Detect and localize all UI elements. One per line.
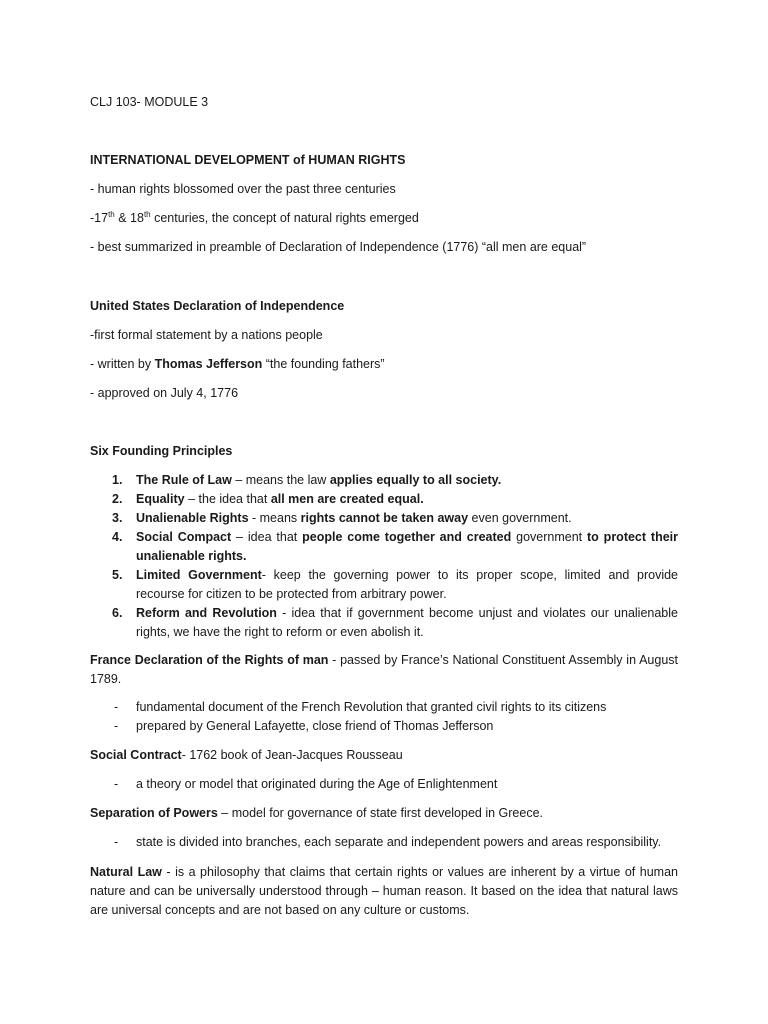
- france-bullets: [90, 698, 678, 736]
- list-item: - fundamental document of the French Revolution that granted civil rights to its citizens: [114, 700, 607, 714]
- principle-item: 6. Reform and Revolution - idea that if government become unjust and violates our unalienable rights, we have the right to reform or even abolish it.: [112, 606, 678, 639]
- principle-item: 2. Equality – the idea that all men are created equal.: [112, 492, 424, 506]
- social-contract-paragraph: Social Contract- 1762 book of Jean-Jacques Rousseau: [90, 748, 403, 762]
- list-item: - prepared by General Lafayette, close friend of Thomas Jefferson: [114, 719, 494, 733]
- course-title: CLJ 103- MODULE 3: [90, 95, 209, 109]
- separation-of-powers-bullets: [90, 833, 678, 852]
- intro-line-3: - best summarized in preamble of Declaration of Independence (1776) “all men are equal”: [90, 240, 587, 254]
- usdec-line-1: -first formal statement by a nations people: [90, 328, 323, 342]
- principle-item: 4. Social Compact – idea that people come together and created government to protect their unalienable rights.: [112, 530, 679, 563]
- section-heading-principles: Six Founding Principles: [90, 444, 233, 458]
- intro-line-2: -17th & 18th centuries, the concept of natural rights emerged: [90, 209, 419, 225]
- separation-of-powers-paragraph: Separation of Powers – model for governance of state first developed in Greece.: [90, 806, 543, 820]
- france-declaration-paragraph: France Declaration of the Rights of man - passed by France’s National Constituent Assembly in August 1789.: [90, 653, 678, 686]
- section-heading-us-declaration: United States Declaration of Independence: [90, 299, 345, 313]
- list-item: - state is divided into branches, each separate and independent powers and areas responsibility.: [114, 835, 662, 849]
- principle-item: 1. The Rule of Law – means the law applies equally to all society.: [112, 473, 502, 487]
- social-contract-bullets: [90, 775, 678, 794]
- principles-list: [90, 471, 678, 642]
- usdec-line-2: - written by Thomas Jefferson “the founding fathers”: [90, 357, 385, 371]
- usdec-line-3: - approved on July 4, 1776: [90, 386, 239, 400]
- list-item: - a theory or model that originated during the Age of Enlightenment: [114, 777, 498, 791]
- intro-line-1: - human rights blossomed over the past three centuries: [90, 182, 396, 196]
- section-heading-international: INTERNATIONAL DEVELOPMENT of HUMAN RIGHTS: [90, 153, 406, 167]
- principle-item: 5. Limited Government- keep the governing power to its proper scope, limited and provide recourse for citizen to be protected from arbitrary power.: [112, 568, 678, 601]
- natural-law-paragraph: Natural Law - is a philosophy that claims that certain rights or values are inherent by a virtue of human nature and can be universally understood through – human reason. It based on the idea that natural laws are universal concepts and are not based on any culture or customs.: [90, 865, 678, 917]
- principle-item: 3. Unalienable Rights - means rights cannot be taken away even government.: [112, 511, 572, 525]
